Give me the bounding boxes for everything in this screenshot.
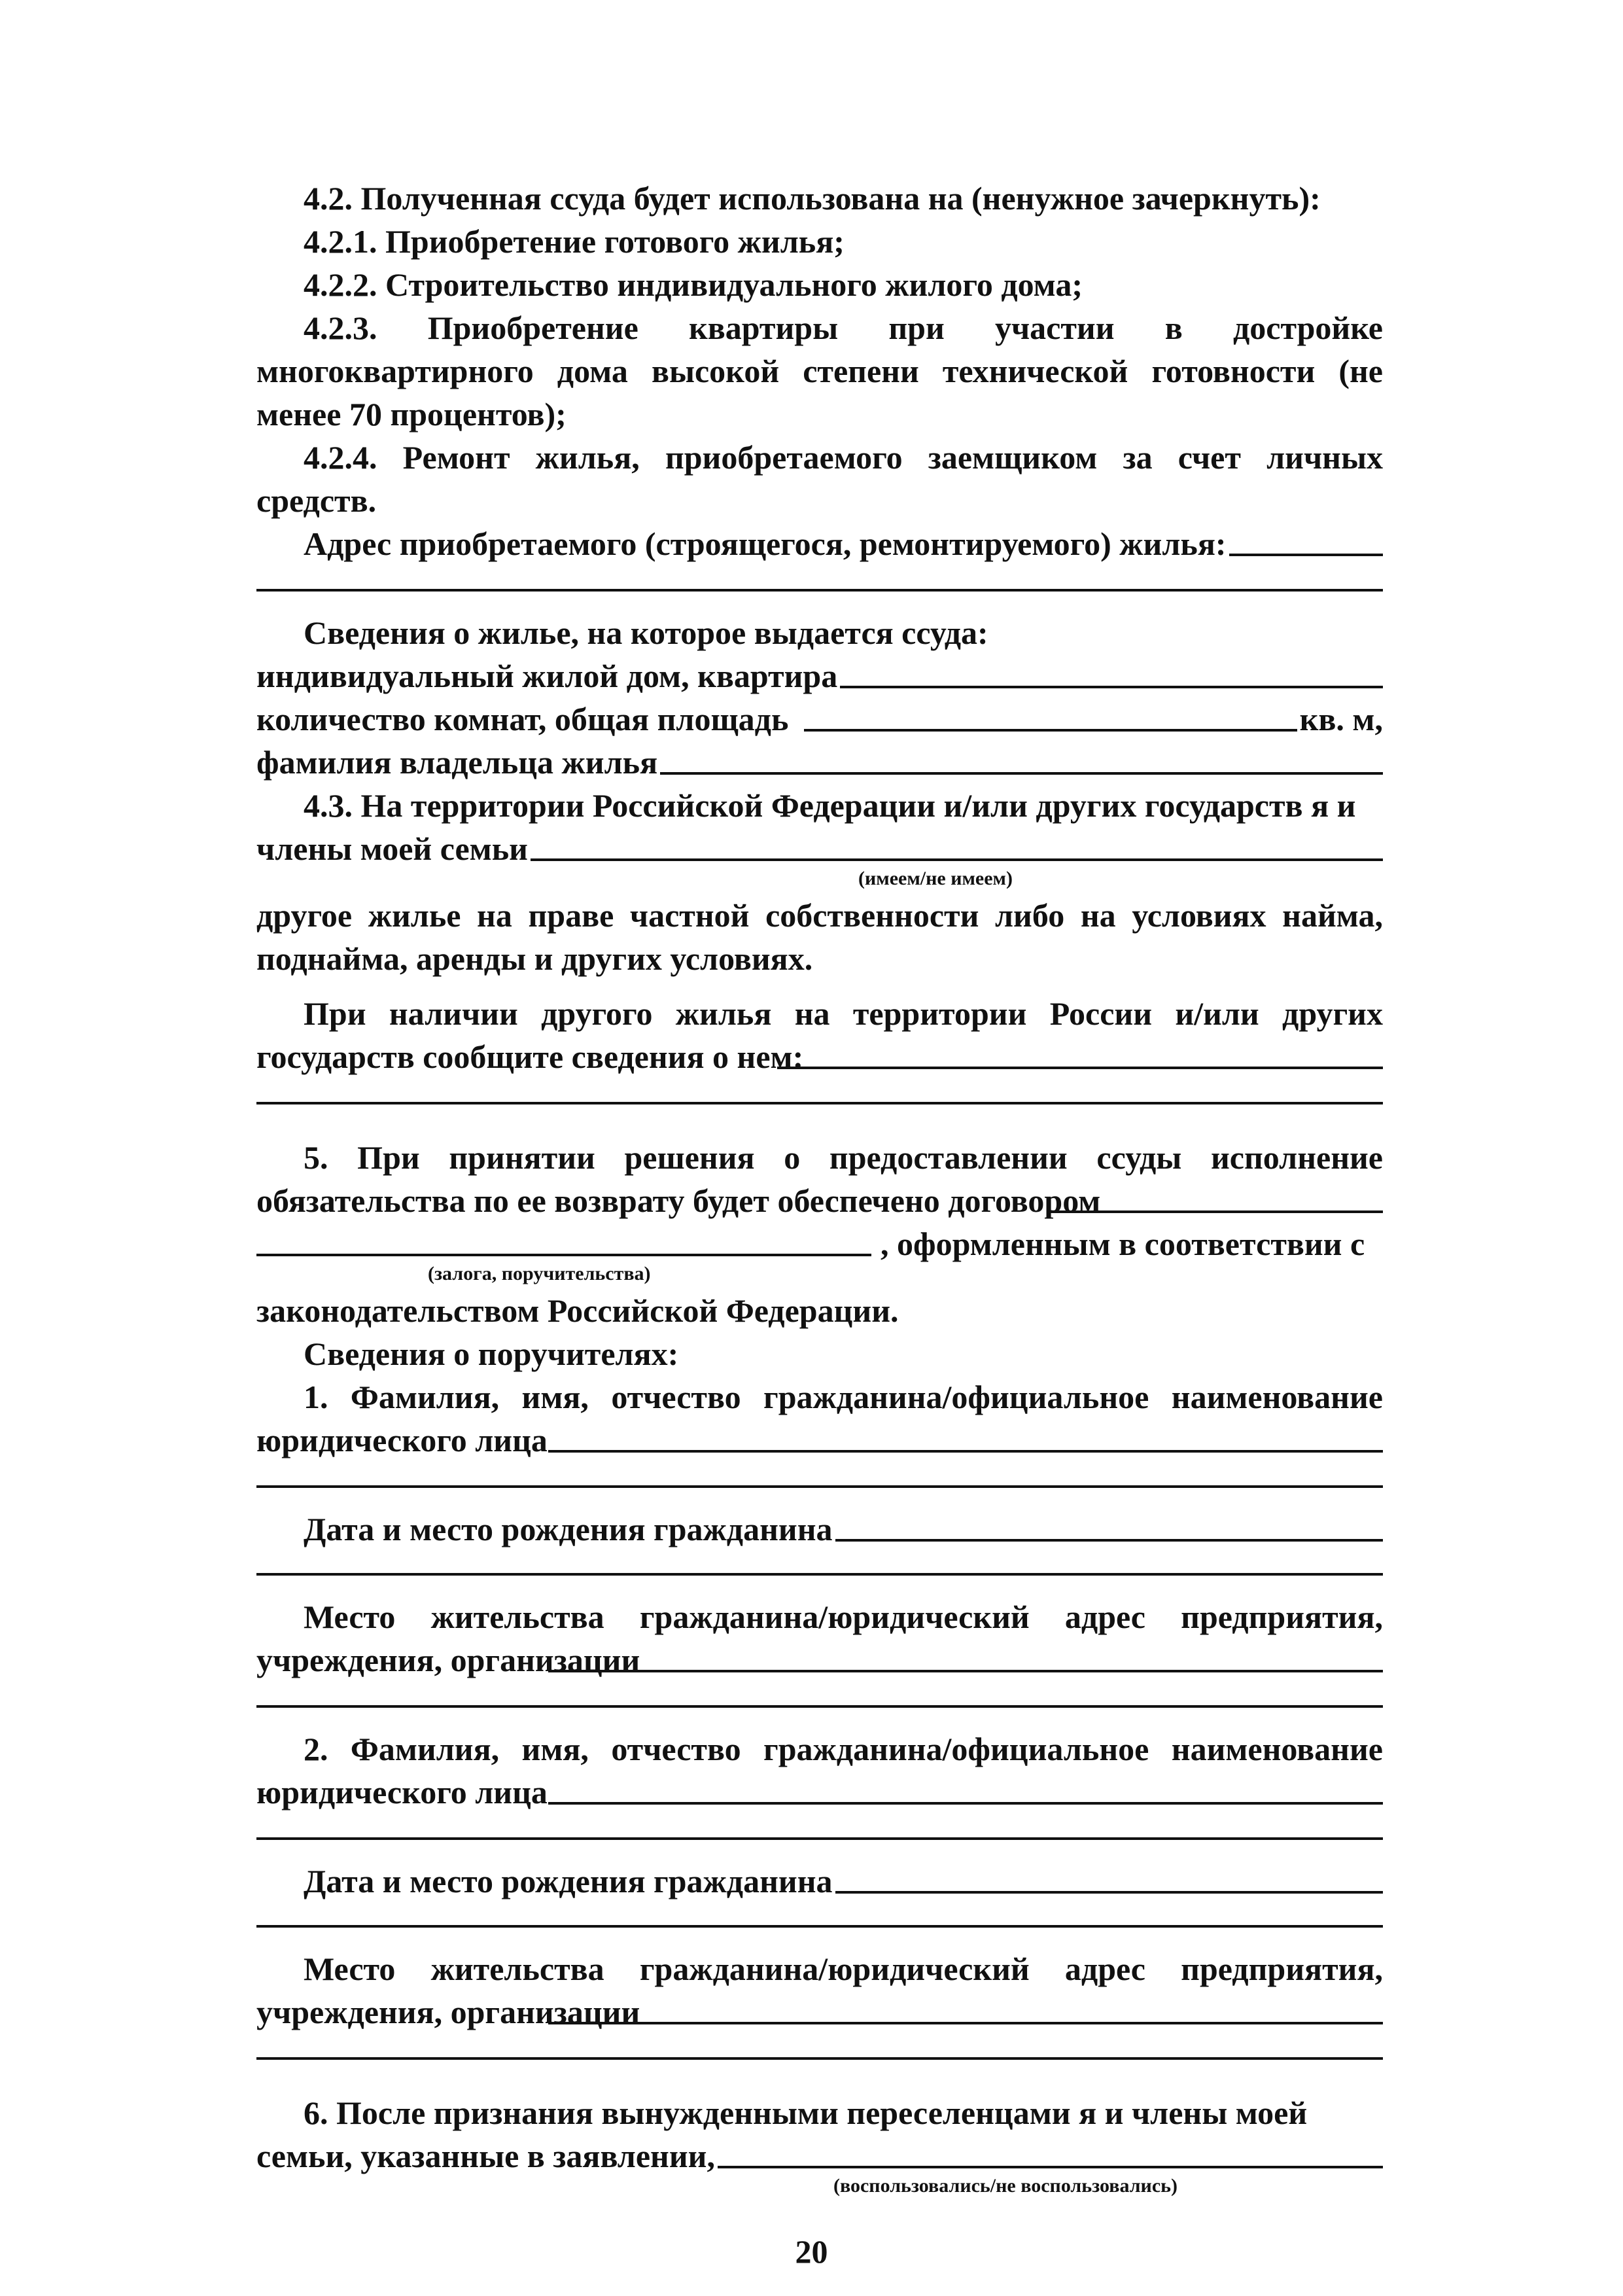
guarantor-1-name-block [256, 1375, 1383, 1462]
guarantor-1-name-field[interactable] [548, 1450, 1383, 1453]
guarantor-1-residence-field[interactable] [548, 1670, 1383, 1672]
have-field[interactable] [531, 858, 1383, 861]
house-type-field[interactable] [840, 686, 1383, 688]
other-housing-block [256, 992, 1383, 1078]
hint-pledge: (залога, поручительства) [428, 1263, 651, 1284]
guarantor-1-birth-field-line-2[interactable] [256, 1551, 1383, 1576]
guarantors-heading: Сведения о поручителях: [304, 1335, 679, 1372]
family-label: члены моей семьи [256, 830, 528, 867]
used-field[interactable] [718, 2166, 1383, 2168]
section-5-start: 5. При принятии решения о предоставлении ссуды исполнение обязательства по ее возврату будет обеспечено договором [256, 1139, 1383, 1219]
section-5-end: законодательством Российской Федерации. [256, 1292, 899, 1329]
guarantor-1-name-label: 1. Фамилия, имя, отчество гражданина/официальное наименование юридического лица [256, 1379, 1383, 1458]
owner-field[interactable] [660, 772, 1383, 775]
clause-4-2-4: 4.2.4. Ремонт жилья, приобретаемого заемщиком за счет личных средств. [256, 439, 1383, 519]
other-housing-field-line-2[interactable] [256, 1078, 1383, 1104]
address-label: Адрес приобретаемого (строящегося, ремонтируемого) жилья: [304, 525, 1227, 562]
housing-info-heading: Сведения о жилье, на которое выдается ссуда: [304, 614, 988, 651]
hint-used: (воспользовались/не воспользовались) [833, 2175, 1178, 2197]
guarantor-2-name-field[interactable] [548, 1802, 1383, 1805]
guarantor-2-name-label: 2. Фамилия, имя, отчество гражданина/официальное наименование юридического лица [256, 1731, 1383, 1810]
guarantor-2-birth-label: Дата и место рождения гражданина [304, 1863, 833, 1899]
area-unit: кв. м, [1299, 701, 1383, 737]
section-6-start: 6. После признания вынужденными переселенцами я и члены моей [304, 2094, 1308, 2131]
guarantor-2-residence-field-line-2[interactable] [256, 2034, 1383, 2060]
guarantor-2-birth-field-line-2[interactable] [256, 1903, 1383, 1928]
guarantor-2-birth-field[interactable] [835, 1891, 1384, 1894]
guarantor-1-residence-label: Место жительства гражданина/юридический адрес предприятия, учреждения, организации [256, 1598, 1383, 1678]
clause-4-3-start: 4.3. На территории Российской Федерации и/или других государств я и [304, 787, 1356, 824]
guarantor-1-birth-field[interactable] [835, 1539, 1384, 1542]
section-5-suffix: , оформленным в соответствии с [881, 1226, 1365, 1262]
address-row [256, 522, 1383, 565]
page-number: 20 [795, 2233, 828, 2270]
guarantor-1-residence-field-line-2[interactable] [256, 1682, 1383, 1708]
guarantor-1-birth-row [256, 1508, 1383, 1551]
owner-row [256, 741, 1383, 784]
guarantor-2-name-field-line-2[interactable] [256, 1814, 1383, 1840]
clause-4-2-3: 4.2.3. Приобретение квартиры при участии в достройке многоквартирного дома высокой степени технической готовности (не менее 70 процентов); [256, 309, 1383, 433]
section-6-label: семьи, указанные в заявлении, [256, 2138, 715, 2174]
contract-type-field[interactable] [256, 1254, 871, 1256]
section-5-block [256, 1136, 1383, 1222]
family-row [256, 827, 1383, 870]
guarantor-2-name-block [256, 1727, 1383, 1814]
owner-label: фамилия владельца жилья [256, 744, 658, 781]
other-housing-label: При наличии другого жилья на территории России и/или других государств сообщите сведения о нем: [256, 995, 1383, 1075]
guarantor-2-residence-field[interactable] [548, 2022, 1383, 2024]
clause-4-2: 4.2. Полученная ссуда будет использована на (ненужное зачеркнуть): [304, 180, 1321, 217]
guarantor-1-birth-label: Дата и место рождения гражданина [304, 1511, 833, 1547]
rooms-area-label: количество комнат, общая площадь [256, 701, 789, 737]
guarantor-2-birth-row [256, 1860, 1383, 1903]
other-housing-field[interactable] [777, 1067, 1383, 1069]
guarantor-1-residence-block [256, 1595, 1383, 1682]
house-type-row [256, 654, 1383, 698]
guarantor-2-residence-label: Место жительства гражданина/юридический адрес предприятия, учреждения, организации [256, 1951, 1383, 2030]
contract-type-row [256, 1222, 1383, 1265]
address-field-line-2[interactable] [256, 565, 1383, 592]
clause-4-2-2: 4.2.2. Строительство индивидуального жилого дома; [304, 266, 1083, 303]
clause-4-2-1: 4.2.1. Приобретение готового жилья; [304, 223, 845, 260]
hint-used-row [256, 2175, 1383, 2201]
hint-have: (имеем/не имеем) [858, 868, 1013, 889]
clause-4-3-end: другое жилье на праве частной собственности либо на условиях найма, поднайма, аренды и других условиях. [256, 897, 1383, 977]
hint-pledge-row [256, 1265, 1383, 1289]
address-field[interactable] [1229, 554, 1383, 556]
hint-have-row [256, 870, 1383, 894]
section-6-row [256, 2134, 1383, 2178]
guarantor-1-name-field-line-2[interactable] [256, 1462, 1383, 1488]
rooms-area-row [256, 698, 1383, 741]
document-page [256, 177, 1383, 2201]
contract-field[interactable] [1047, 1210, 1383, 1213]
house-type-label: индивидуальный жилой дом, квартира [256, 658, 838, 694]
rooms-area-field[interactable] [804, 729, 1297, 732]
guarantor-2-residence-block [256, 1947, 1383, 2034]
